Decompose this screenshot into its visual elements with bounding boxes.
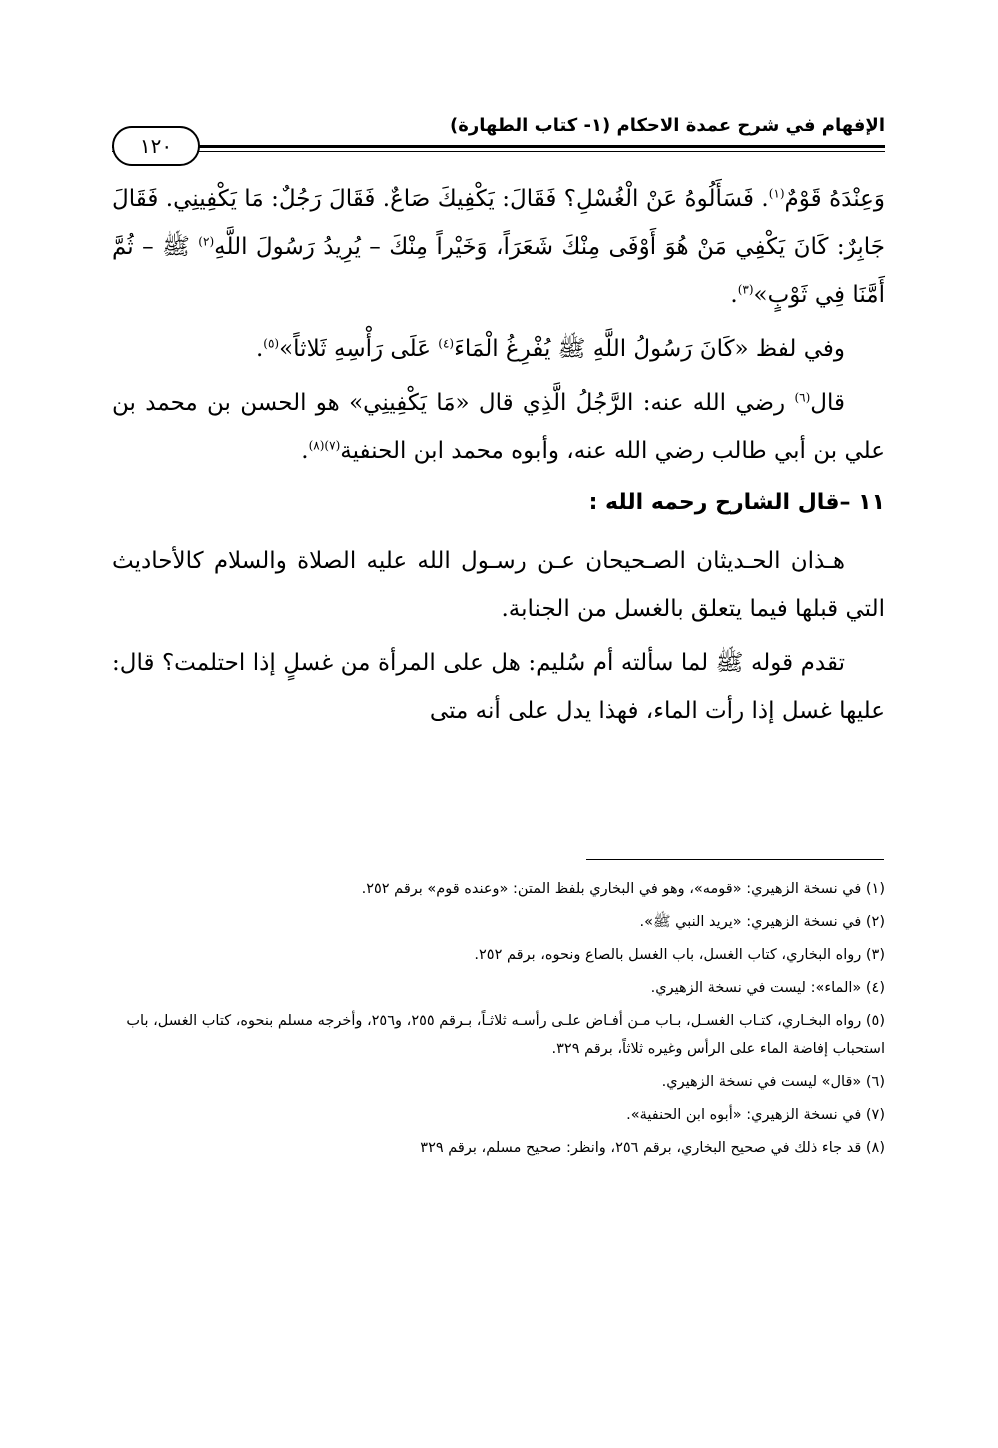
text-run: قال	[810, 390, 845, 416]
footnote-1: (١) في نسخة الزهيري: «قومه»، وهو في البخاري بلفظ المتن: «وعنده قوم» برقم ٢٥٢.	[361, 881, 885, 897]
text-run: عَلَى رَأْسِهِ ثَلاثاً»	[279, 336, 439, 362]
text-run: . فَسَأَلُوهُ عَنْ الْغُسْلِ؟ فَقَالَ: يَكْفِيكَ صَاعٌ. فَقَالَ رَجُلٌ: مَا يَكْفِينِي. فَقَالَ جَابِرٌ: كَانَ يَكْفِي مَنْ هُوَ أَوْفَى مِنْكَ شَعَرَاً، وَخَيْراً مِنْكَ – يُرِيدُ رَسُولَ اللَّهِ	[112, 186, 885, 260]
footnote-ref: (٣)	[737, 282, 754, 297]
footnote-ref: (٤)	[438, 336, 455, 351]
footnote-4: (٤) «الماء»: ليست في نسخة الزهيري.	[650, 980, 885, 996]
footnote-7: (٧) في نسخة الزهيري: «أبوه ابن الحنفية».	[626, 1107, 885, 1123]
paragraph-commentary-2: تقدم قوله ﷺ لما سألته أم سُليم: هل على المرأة من غسلٍ إذا احتلمت؟ قال: عليها غسل إذا رأت الماء، فهذا يدل على أنه متى	[112, 650, 885, 724]
paragraph-commentary-1: هـذان الحـديثان الصـحيحان عـن رسـول الله عليه الصلاة والسلام كالأحاديث التي قبلها فيما يتعلق بالغسل من الجنابة.	[112, 548, 885, 622]
footnote-5: (٥) رواه البخـاري، كتـاب الغسـل، بـاب مـن أفـاض علـى رأسـه ثلاثـاً، بـرقم ٢٥٥، و٢٥٦، وأخرجه مسلم بنحوه، كتاب الغسل، باب استحباب إفاضة الماء على الرأس وغيره ثلاثاً، برقم ٣٢٩.	[126, 1013, 885, 1057]
footnote-6: (٦) «قال» ليست في نسخة الزهيري.	[661, 1074, 885, 1090]
text-run: ﷺ – ثُمَّ أَمَّنَا فِي ثَوْبٍ»	[112, 234, 885, 308]
footnote-ref: (٧)(٨)	[308, 438, 341, 453]
text-run: وَعِنْدَهُ قَوْمٌ	[784, 186, 885, 212]
text-run: رضي الله عنه: الرَّجُلُ الَّذِي قال «مَا يَكْفِينِي» هو الحسن بن محمد بن علي بن أبي طالب رضي الله عنه، وأبوه محمد ابن الحنفية	[112, 390, 885, 464]
text-run: .	[255, 336, 264, 362]
text-run: .	[730, 282, 738, 308]
header-rule-thick	[112, 145, 885, 148]
footnote-3: (٣) رواه البخاري، كتاب الغسل، باب الغسل بالصاع ونحوه، برقم ٢٥٢.	[474, 947, 885, 963]
footnote-ref: (١)	[768, 186, 785, 201]
footnotes	[112, 875, 885, 1167]
running-title: الإفهام في شرح عمدة الاحكام (١- كتاب الطهارة)	[450, 115, 885, 136]
paragraph-variant-wording	[112, 325, 885, 373]
page-number: ١٢٠	[112, 126, 200, 166]
footnote-ref: (٦)	[794, 390, 811, 405]
paragraph-hadith-text	[112, 175, 885, 319]
footnote-ref: (٥)	[263, 336, 280, 351]
footnote-separator	[586, 859, 884, 860]
footnote-ref: (٢)	[198, 234, 215, 249]
header-rule-thin	[112, 151, 885, 152]
main-text	[112, 175, 885, 741]
text-run: وفي لفظ «كَانَ رَسُولُ اللَّهِ ﷺ يُفْرِغُ الْمَاءَ	[454, 336, 845, 362]
footnote-2: (٢) في نسخة الزهيري: «يريد النبي ﷺ».	[639, 914, 885, 930]
page-header	[112, 112, 885, 162]
text-run: .	[301, 438, 309, 464]
paragraph-narrator-note	[112, 379, 885, 475]
section-heading: ١١ –قال الشارح رحمه الله :	[588, 490, 885, 515]
footnote-8: (٨) قد جاء ذلك في صحيح البخاري، برقم ٢٥٦، وانظر: صحيح مسلم، برقم ٣٢٩	[420, 1140, 885, 1156]
